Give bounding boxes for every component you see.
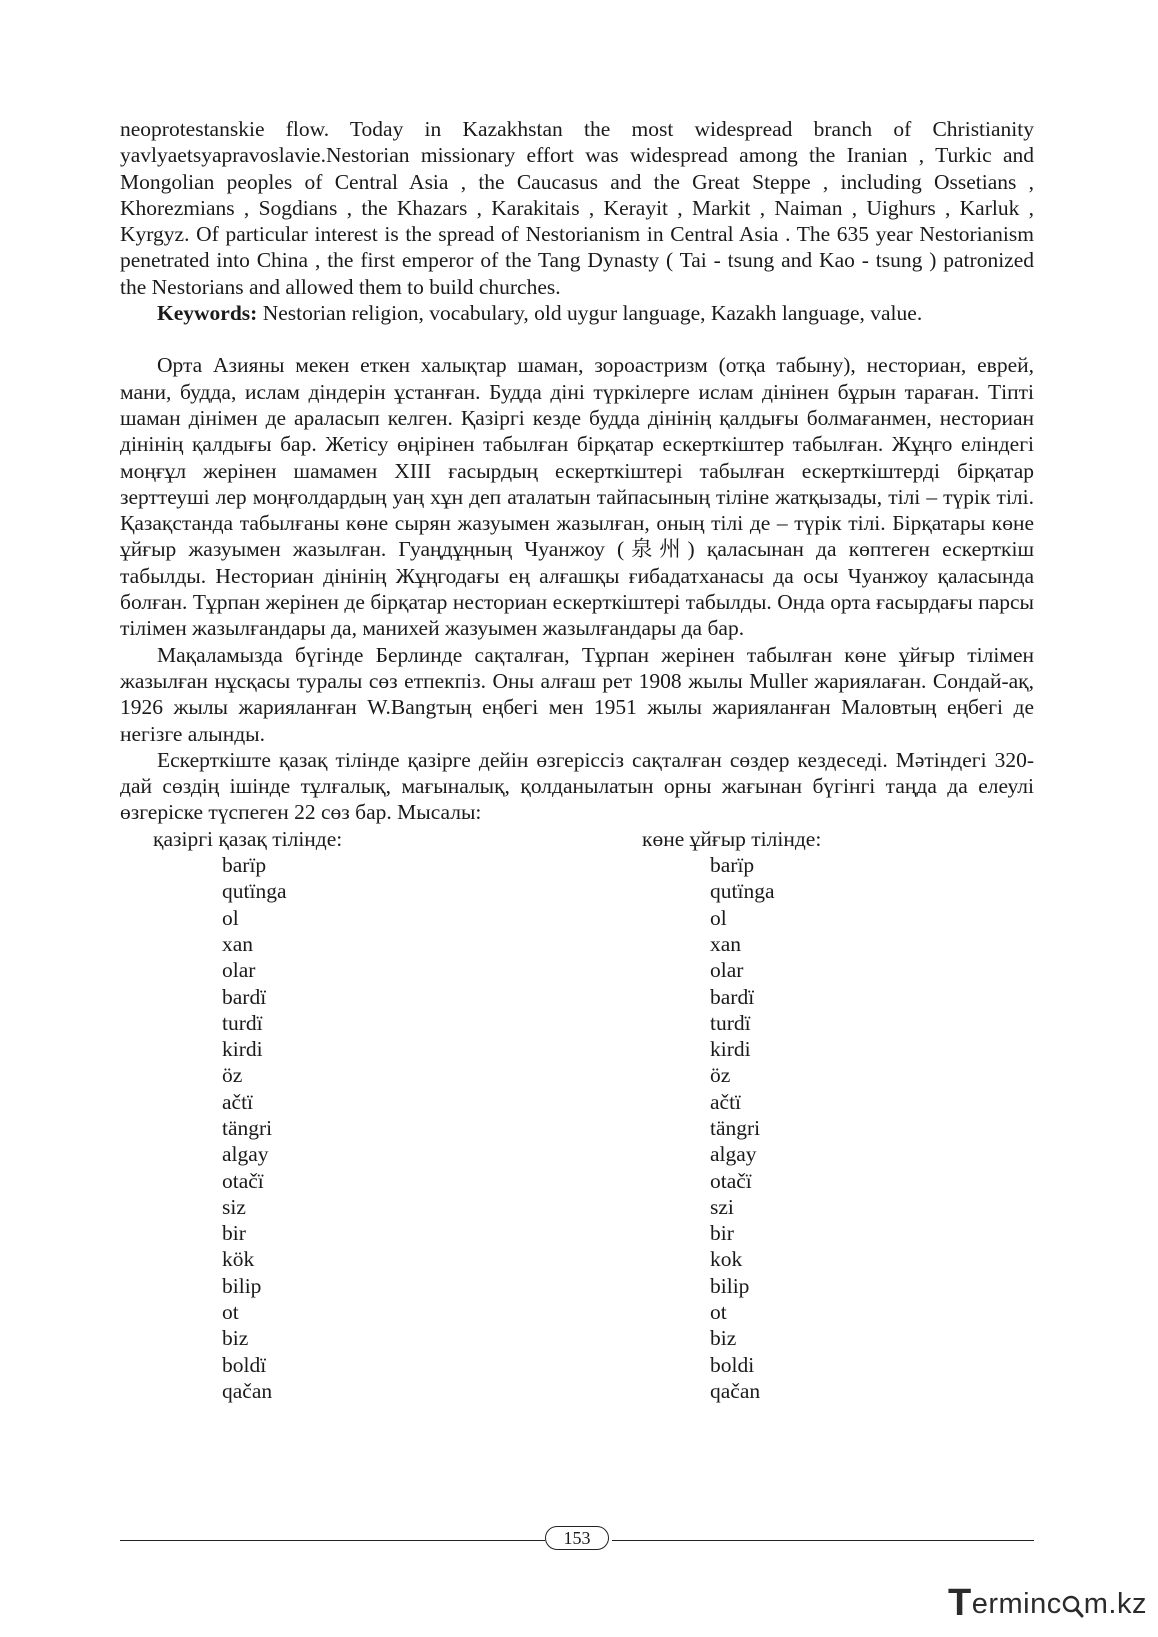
- word-row: [120, 905, 1034, 931]
- old-uyghur-word: ot: [710, 1300, 727, 1325]
- old-uyghur-word: otačï: [710, 1168, 752, 1193]
- abstract-paragraph: neoprotestanskie flow. Today in Kazakhstan the most widespread branch of Christianity yavlyaetsyapravoslavie.Nestorian missionary effort was widespread among the Iranian , Turkic and Mongolian peoples of Central Asia , the Caucasus and the Great Steppe , including Ossetians , Khorezmians , Sogdians , the Khazars , Karakitais , Kerayit , Markit , Naiman , Uighurs , Karluk , Kyrgyz. Of particular interest is the spread of Nestorianism in Central Asia . The 635 year Nestorianism penetrated into China , the first emperor of the Tang Dynasty ( Tai - tsung and Kao - tsung ) patronized the Nestorians and allowed them to build churches.: [120, 117, 1034, 299]
- word-row: [120, 1378, 1034, 1404]
- modern-kazakh-header: қазіргі қазақ тілінде:: [153, 826, 343, 851]
- modern-kazakh-word: kök: [222, 1247, 255, 1272]
- modern-kazakh-word: qačan: [222, 1378, 273, 1403]
- keywords-line: [120, 300, 1034, 326]
- word-row: [120, 984, 1034, 1010]
- word-table-header: [120, 826, 1034, 852]
- footer-rule-right: [612, 1540, 1034, 1541]
- footer-rule-left: [120, 1540, 545, 1541]
- old-uyghur-word: bardï: [710, 984, 755, 1009]
- old-uyghur-word: qačan: [710, 1378, 761, 1403]
- word-row: [120, 1352, 1034, 1378]
- modern-kazakh-word: turdï: [222, 1010, 263, 1035]
- page-number: 153: [545, 1526, 609, 1550]
- body-paragraph-3: Ескерткіште қазақ тілінде қазірге дейін өзгеріссіз сақталған сөздер кездеседі. Мәтіндегі 320-дай сөздің ішінде тұлғалық, мағыналық, қолданылатын орны жағынан бүгінгі таңда да елеулі өзгеріске түспеген 22 сөз бар. Мысалы:: [120, 747, 1034, 825]
- body-paragraph-2: Мақаламызда бүгінде Берлинде сақталған, Тұрпан жерінен табылған көне ұйғыр тілімен жазылған нұсқасы туралы сөз етпекпіз. Оны алғаш рет 1908 жылы Muller жариялаған. Сондай-ақ, 1926 жылы жарияланған W.Bangтың еңбегі мен 1951 жылы жарияланған Маловтың еңбегі де негізге алынды.: [120, 642, 1034, 746]
- modern-kazakh-word: algay: [222, 1142, 269, 1167]
- modern-kazakh-word: kirdi: [222, 1037, 263, 1062]
- old-uyghur-header: көне ұйғыр тілінде:: [642, 826, 822, 851]
- word-row: [120, 1246, 1034, 1272]
- old-uyghur-word: qutïnga: [710, 879, 775, 904]
- modern-kazakh-word: öz: [222, 1063, 243, 1088]
- word-row: [120, 852, 1034, 878]
- old-uyghur-word: tängri: [710, 1115, 761, 1140]
- word-row: [120, 1115, 1034, 1141]
- modern-kazakh-word: olar: [222, 958, 256, 983]
- old-uyghur-word: bir: [710, 1221, 734, 1246]
- terminkom-watermark: [948, 1583, 1147, 1623]
- modern-kazakh-word: biz: [222, 1326, 249, 1351]
- old-uyghur-word: ačtï: [710, 1089, 742, 1114]
- word-row: [120, 1194, 1034, 1220]
- modern-kazakh-word: otačï: [222, 1168, 264, 1193]
- word-row: [120, 1220, 1034, 1246]
- word-row: [120, 957, 1034, 983]
- old-uyghur-word: algay: [710, 1142, 757, 1167]
- old-uyghur-word: bilip: [710, 1273, 750, 1298]
- old-uyghur-word: kirdi: [710, 1037, 751, 1062]
- modern-kazakh-word: qutïnga: [222, 879, 287, 904]
- modern-kazakh-word: ačtï: [222, 1089, 254, 1114]
- modern-kazakh-word: ol: [222, 905, 239, 930]
- word-row: [120, 931, 1034, 957]
- old-uyghur-word: szi: [710, 1194, 734, 1219]
- word-row: [120, 1168, 1034, 1194]
- modern-kazakh-word: tängri: [222, 1115, 273, 1140]
- word-row: [120, 1089, 1034, 1115]
- modern-kazakh-word: barïp: [222, 853, 267, 878]
- old-uyghur-word: barïp: [710, 853, 755, 878]
- modern-kazakh-word: bir: [222, 1221, 246, 1246]
- old-uyghur-word: ol: [710, 905, 727, 930]
- watermark-text-end: m.kz: [1083, 1588, 1147, 1620]
- modern-kazakh-word: siz: [222, 1194, 246, 1219]
- keywords-text: Nestorian religion, vocabulary, old uygur language, Kazakh language, value.: [257, 301, 923, 326]
- word-row: [120, 1299, 1034, 1325]
- word-row: [120, 1325, 1034, 1351]
- old-uyghur-word: olar: [710, 958, 744, 983]
- modern-kazakh-word: bilip: [222, 1273, 262, 1298]
- word-row: [120, 1010, 1034, 1036]
- section-gap: [120, 326, 1034, 352]
- word-row: [120, 1062, 1034, 1088]
- watermark-text-mid: erminc: [971, 1588, 1062, 1620]
- old-uyghur-word: öz: [710, 1063, 731, 1088]
- modern-kazakh-word: boldï: [222, 1352, 267, 1377]
- watermark-letter-t: T: [948, 1582, 972, 1624]
- modern-kazakh-word: ot: [222, 1300, 239, 1325]
- word-table: [120, 852, 1034, 1404]
- modern-kazakh-word: bardï: [222, 984, 267, 1009]
- word-row: [120, 1141, 1034, 1167]
- word-row: [120, 878, 1034, 904]
- magnifier-icon: [1062, 1594, 1084, 1616]
- body-paragraph-1: Орта Азияны мекен еткен халықтар шаман, зороастризм (отқа табыну), несториан, еврей, мани, будда, ислам діндерін ұстанған. Будда діні түркілерге ислам дінінен бұрын тараған. Тіпті шаман дінімен де араласып келген. Қазіргі кезде будда дінінің қалдығы болмағанмен, несториан дінінің қалдығы бар. Жетісу өңірінен табылған бірқатар ескерткіштер табылған. Жұңго еліндегі моңғұл жерінен шамамен XIII ғасырдың ескерткіштері табылған ескерткіштерді бірқатар зерттеуші лер моңғолдардың уаң хұн деп аталатын тайпасының тіліне жатқызады, тілі – түрік тілі. Қазақстанда табылғаны көне сырян жазуымен жазылған, оның тілі де – түрік тілі. Бірқатары көне ұйғыр жазуымен жазылған. Гуаңдұңның Чуанжоу (泉州) қаласынан да көптеген ескерткіш табылды. Несториан дінінің Жұңгодағы ең алғашқы ғибадатханасы да осы Чуанжоу қаласында болған. Тұрпан жерінен де бірқатар несториан ескерткіштері табылды. Онда орта ғасырдағы парсы тілімен жазылғандары да, манихей жазуымен жазылғандары да бар.: [120, 353, 1034, 641]
- old-uyghur-word: turdï: [710, 1010, 751, 1035]
- old-uyghur-word: xan: [710, 931, 742, 956]
- keywords-label: Keywords:: [157, 301, 258, 326]
- word-row: [120, 1036, 1034, 1062]
- old-uyghur-word: kok: [710, 1247, 743, 1272]
- word-row: [120, 1273, 1034, 1299]
- old-uyghur-word: biz: [710, 1326, 737, 1351]
- page-content: [120, 116, 1034, 1404]
- modern-kazakh-word: xan: [222, 931, 254, 956]
- old-uyghur-word: boldi: [710, 1352, 755, 1377]
